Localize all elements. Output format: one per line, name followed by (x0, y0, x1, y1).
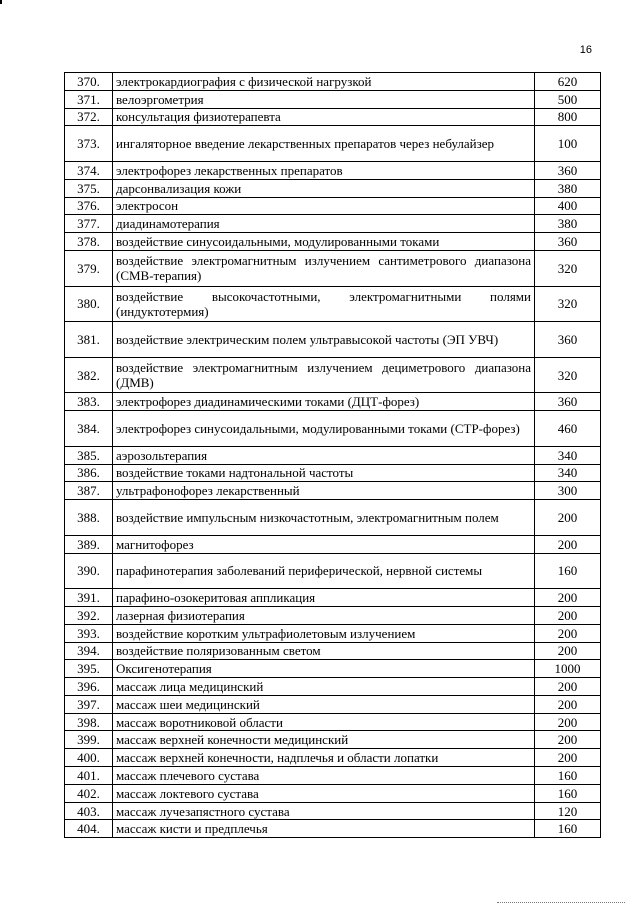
row-number: 377. (65, 215, 113, 233)
row-number: 392. (65, 606, 113, 624)
service-price: 340 (535, 464, 601, 482)
table-row (65, 624, 601, 642)
service-name: воздействие токами надтональной частоты (113, 464, 535, 482)
table-row (65, 731, 601, 749)
service-price: 360 (535, 161, 601, 179)
table-row (65, 357, 601, 393)
service-name: дарсонвализация кожи (113, 179, 535, 197)
service-price: 200 (535, 624, 601, 642)
row-number: 398. (65, 713, 113, 731)
service-price: 160 (535, 820, 601, 838)
table-row (65, 161, 601, 179)
service-name: диадинамотерапия (113, 215, 535, 233)
row-number: 394. (65, 642, 113, 660)
service-price: 340 (535, 446, 601, 464)
service-price: 100 (535, 126, 601, 162)
table-row (65, 642, 601, 660)
table-row (65, 660, 601, 678)
table-row (65, 767, 601, 785)
table-row (65, 500, 601, 536)
service-price: 320 (535, 357, 601, 393)
service-name: массаж верхней конечности медицинский (113, 731, 535, 749)
service-name: ингаляторное введение лекарственных препаратов через небулайзер (113, 126, 535, 162)
service-name: массаж лучезапястного сустава (113, 802, 535, 820)
row-number: 386. (65, 464, 113, 482)
service-name: Оксигенотерапия (113, 660, 535, 678)
table-row (65, 553, 601, 589)
row-number: 388. (65, 500, 113, 536)
service-name: велоэргометрия (113, 90, 535, 108)
service-name: электрофорез диадинамическими токами (ДЦТ-форез) (113, 393, 535, 411)
service-price: 380 (535, 179, 601, 197)
table-row (65, 535, 601, 553)
service-price: 200 (535, 731, 601, 749)
service-name: консультация физиотерапевта (113, 108, 535, 126)
service-price: 320 (535, 250, 601, 286)
table-row (65, 464, 601, 482)
service-name: ультрафонофорез лекарственный (113, 482, 535, 500)
service-name: воздействие высокочастотными, электромагнитными полями (индуктотермия) (113, 286, 535, 322)
service-name: парафино-озокеритовая аппликация (113, 589, 535, 607)
table-row (65, 446, 601, 464)
service-price: 460 (535, 411, 601, 447)
service-name: массаж кисти и предплечья (113, 820, 535, 838)
table-row (65, 802, 601, 820)
row-number: 384. (65, 411, 113, 447)
row-number: 390. (65, 553, 113, 589)
row-number: 372. (65, 108, 113, 126)
service-name: воздействие коротким ультрафиолетовым излучением (113, 624, 535, 642)
table-row (65, 322, 601, 358)
table-row (65, 233, 601, 251)
service-price: 200 (535, 678, 601, 696)
service-name: массаж локтевого сустава (113, 784, 535, 802)
table-row (65, 678, 601, 696)
service-name: электросон (113, 197, 535, 215)
price-table-body (65, 73, 601, 838)
service-price: 160 (535, 784, 601, 802)
service-price: 320 (535, 286, 601, 322)
row-number: 396. (65, 678, 113, 696)
table-row (65, 286, 601, 322)
row-number: 373. (65, 126, 113, 162)
service-price: 360 (535, 393, 601, 411)
service-price: 200 (535, 500, 601, 536)
price-table (64, 72, 601, 838)
row-number: 383. (65, 393, 113, 411)
row-number: 370. (65, 73, 113, 91)
service-name: воздействие электромагнитным излучением сантиметрового диапазона (СМВ-терапия) (113, 250, 535, 286)
service-price: 200 (535, 695, 601, 713)
table-row (65, 784, 601, 802)
row-number: 378. (65, 233, 113, 251)
service-price: 620 (535, 73, 601, 91)
service-name: электрофорез синусоидальными, модулированными токами (СТР-форез) (113, 411, 535, 447)
service-price: 200 (535, 749, 601, 767)
row-number: 397. (65, 695, 113, 713)
table-row (65, 197, 601, 215)
table-row (65, 606, 601, 624)
table-row (65, 820, 601, 838)
row-number: 395. (65, 660, 113, 678)
service-price: 1000 (535, 660, 601, 678)
row-number: 385. (65, 446, 113, 464)
page-number: 16 (579, 44, 592, 56)
service-price: 200 (535, 589, 601, 607)
row-number: 376. (65, 197, 113, 215)
table-row (65, 250, 601, 286)
service-name: лазерная физиотерапия (113, 606, 535, 624)
service-price: 200 (535, 606, 601, 624)
service-price: 500 (535, 90, 601, 108)
table-row (65, 482, 601, 500)
table-row (65, 393, 601, 411)
service-price: 160 (535, 553, 601, 589)
service-price: 380 (535, 215, 601, 233)
service-name: массаж шеи медицинский (113, 695, 535, 713)
service-name: массаж верхней конечности, надплечья и области лопатки (113, 749, 535, 767)
row-number: 402. (65, 784, 113, 802)
table-row (65, 749, 601, 767)
service-price: 400 (535, 197, 601, 215)
service-name: массаж лица медицинский (113, 678, 535, 696)
service-name: парафинотерапия заболеваний периферической, нервной системы (113, 553, 535, 589)
service-price: 300 (535, 482, 601, 500)
service-name: воздействие электромагнитным излучением дециметрового диапазона (ДМВ) (113, 357, 535, 393)
service-name: аэрозольтерапия (113, 446, 535, 464)
row-number: 374. (65, 161, 113, 179)
service-name: воздействие синусоидальными, модулированными токами (113, 233, 535, 251)
row-number: 375. (65, 179, 113, 197)
service-price: 160 (535, 767, 601, 785)
table-row (65, 215, 601, 233)
service-name: воздействие электрическим полем ультравысокой частоты (ЭП УВЧ) (113, 322, 535, 358)
row-number: 403. (65, 802, 113, 820)
service-name: воздействие импульсным низкочастотным, электромагнитным полем (113, 500, 535, 536)
row-number: 391. (65, 589, 113, 607)
row-number: 389. (65, 535, 113, 553)
table-row (65, 713, 601, 731)
row-number: 371. (65, 90, 113, 108)
service-price: 360 (535, 233, 601, 251)
service-name: электрокардиография с физической нагрузкой (113, 73, 535, 91)
row-number: 400. (65, 749, 113, 767)
service-price: 200 (535, 642, 601, 660)
table-row (65, 179, 601, 197)
service-price: 200 (535, 713, 601, 731)
footer-dotted-line (497, 902, 625, 903)
row-number: 380. (65, 286, 113, 322)
table-row (65, 73, 601, 91)
service-name: массаж плечевого сустава (113, 767, 535, 785)
row-number: 379. (65, 250, 113, 286)
row-number: 404. (65, 820, 113, 838)
table-row (65, 589, 601, 607)
service-name: воздействие поляризованным светом (113, 642, 535, 660)
service-name: магнитофорез (113, 535, 535, 553)
row-number: 387. (65, 482, 113, 500)
scan-corner-mark (0, 0, 2, 4)
table-row (65, 695, 601, 713)
row-number: 399. (65, 731, 113, 749)
row-number: 381. (65, 322, 113, 358)
service-price: 200 (535, 535, 601, 553)
service-name: массаж воротниковой области (113, 713, 535, 731)
table-row (65, 411, 601, 447)
table-row (65, 126, 601, 162)
table-row (65, 90, 601, 108)
row-number: 382. (65, 357, 113, 393)
service-price: 360 (535, 322, 601, 358)
service-price: 800 (535, 108, 601, 126)
row-number: 401. (65, 767, 113, 785)
service-name: электрофорез лекарственных препаратов (113, 161, 535, 179)
service-price: 120 (535, 802, 601, 820)
table-row (65, 108, 601, 126)
row-number: 393. (65, 624, 113, 642)
